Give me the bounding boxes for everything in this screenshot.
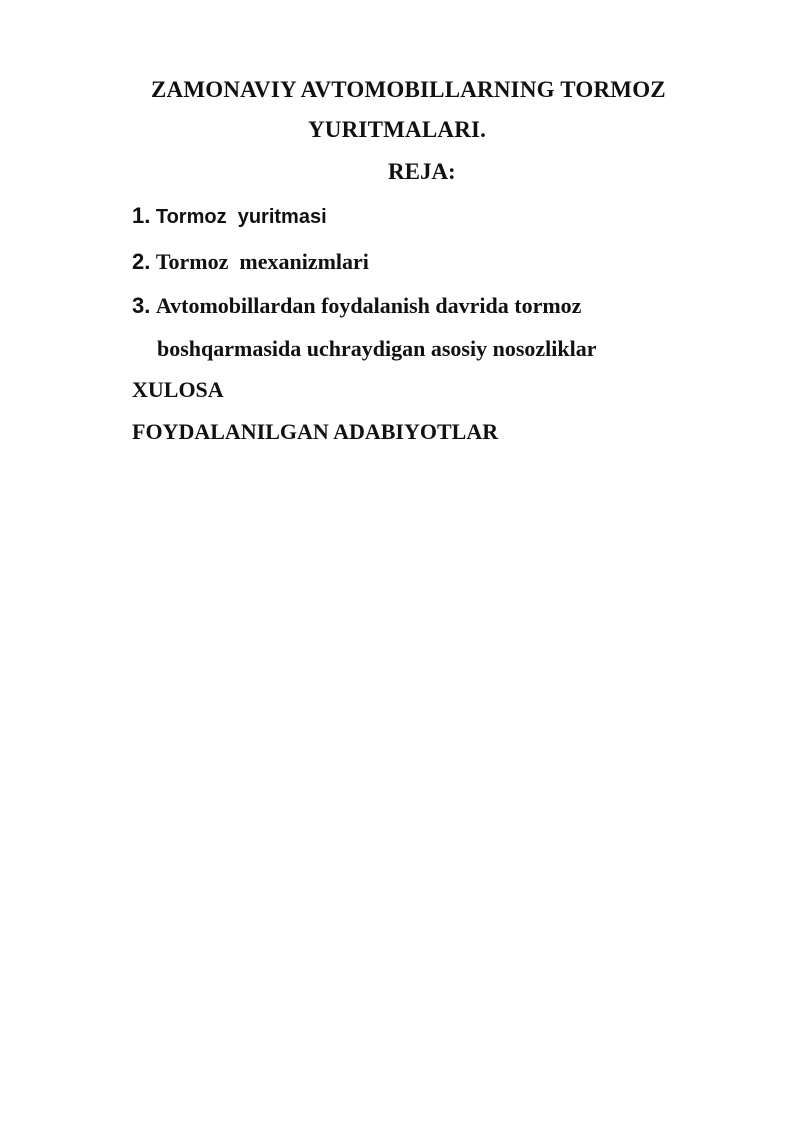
document-title-line-1: ZAMONAVIY AVTOMOBILLARNING TORMOZ (151, 77, 666, 102)
plan-item-3 (132, 293, 581, 319)
conclusion-heading: XULOSA (132, 377, 224, 402)
plan-item-1 (132, 203, 327, 229)
plan-item-3-number: 3. (132, 293, 151, 318)
references-heading: FOYDALANILGAN ADABIYOTLAR (132, 419, 499, 444)
plan-item-1-number: 1. (132, 203, 151, 228)
plan-item-3-continuation: boshqarmasida uchraydigan asosiy nosozliklar (157, 336, 597, 361)
document-title-line-2: YURITMALARI. (308, 117, 487, 142)
plan-item-3-text: Avtomobillardan foydalanish davrida tormoz (155, 293, 582, 318)
plan-item-2-number: 2. (132, 249, 151, 274)
plan-item-1-text: Tormoz yuritmasi (155, 206, 327, 228)
plan-item-2 (132, 249, 369, 275)
plan-item-2-text: Tormoz mexanizmlari (155, 249, 369, 274)
plan-heading: REJA: (388, 159, 456, 184)
